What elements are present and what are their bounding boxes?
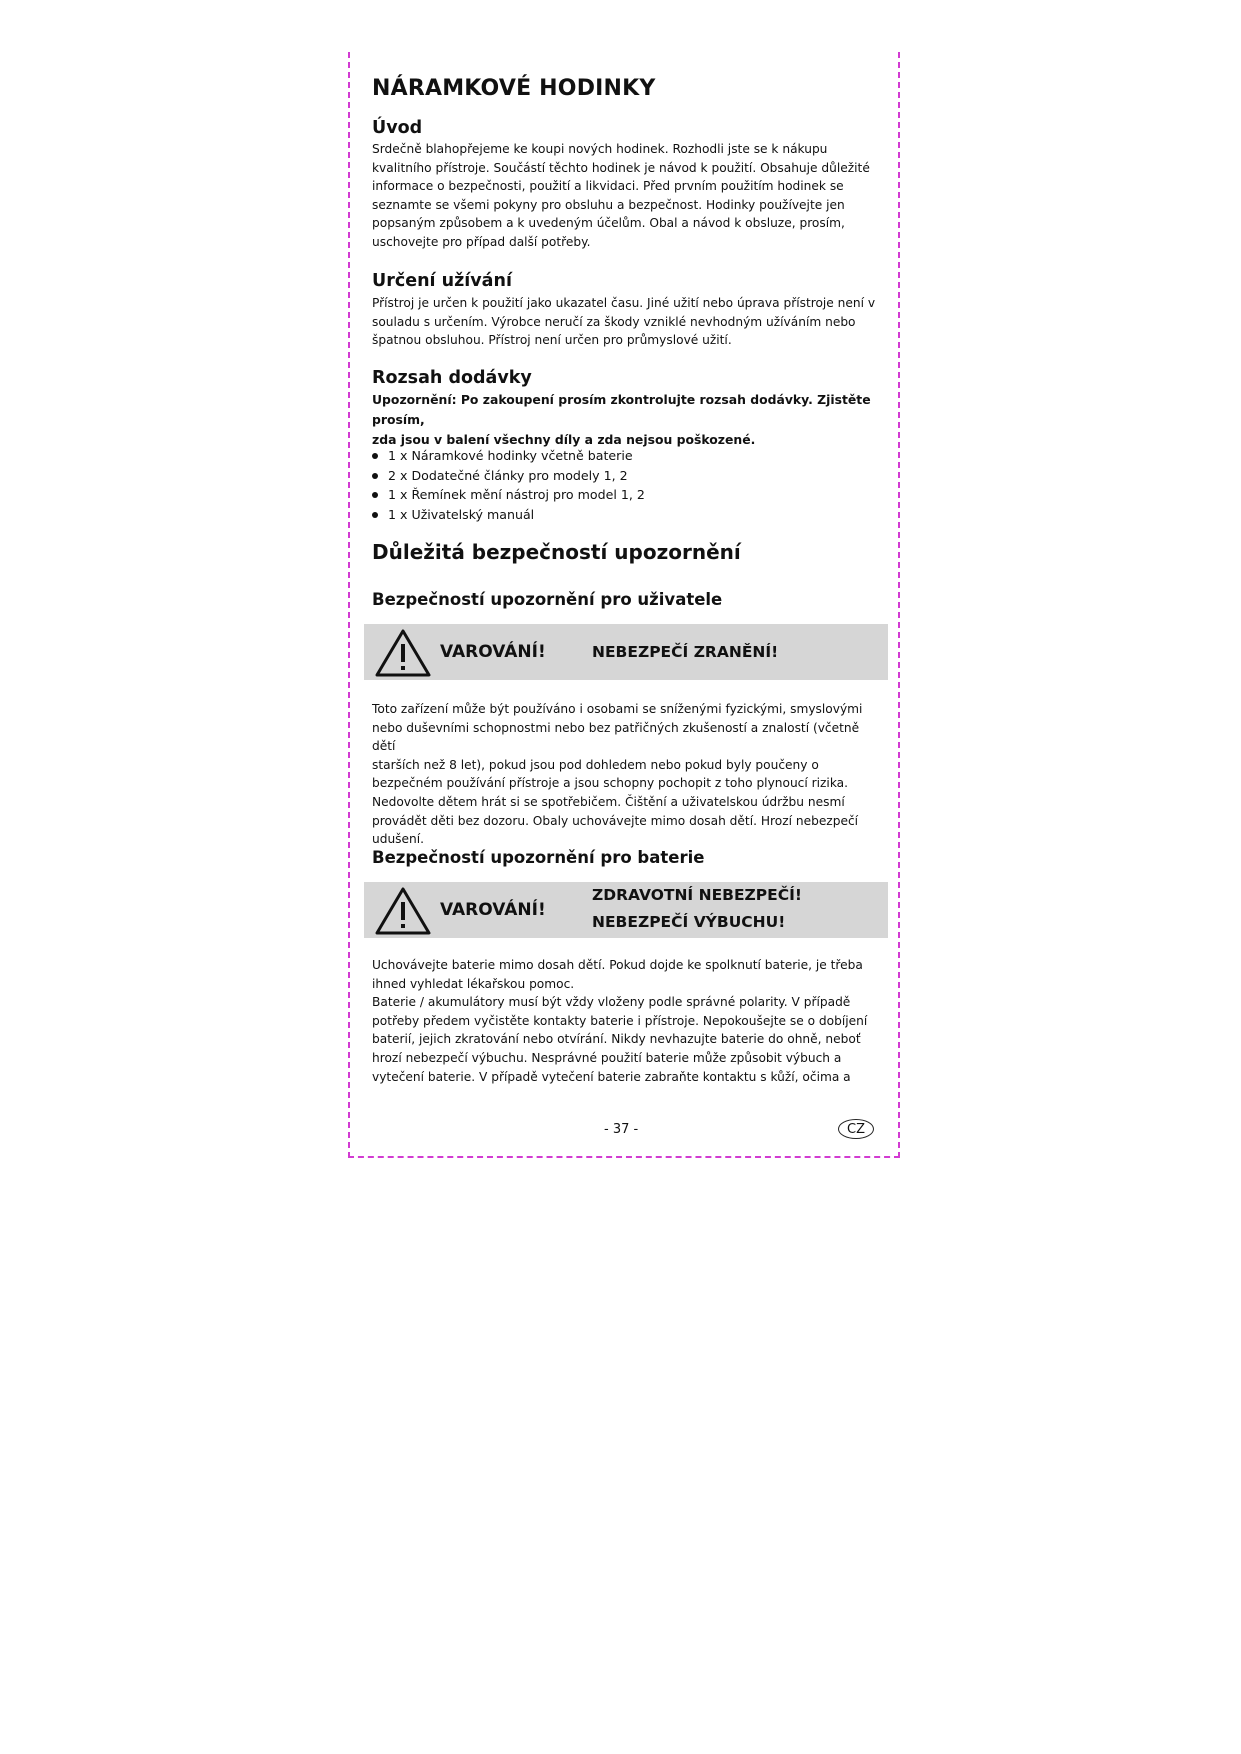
warning-triangle-icon	[374, 628, 432, 678]
bullet-icon	[372, 453, 378, 459]
warning-message-health: ZDRAVOTNÍ NEBEZPEČÍ!	[592, 886, 802, 904]
text-line: provádět děti bez dozoru. Obaly uchovávejte mimo dosah dětí. Hrozí nebezpečí	[372, 813, 859, 828]
list-item	[372, 466, 880, 486]
text-line: kvalitního přístroje. Součástí těchto hodinek je návod k použití. Obsahuje důležité	[372, 160, 870, 175]
note-line: Upozornění: Po zakoupení prosím zkontrolujte rozsah dodávky. Zjistěte prosím,	[372, 392, 871, 427]
urceni-text	[372, 294, 880, 350]
text-line: Uchovávejte baterie mimo dosah dětí. Pokud dojde ke spolknutí baterie, je třeba	[372, 958, 863, 972]
list-item-text: 1 x Uživatelský manuál	[388, 506, 535, 522]
page-title: NÁRAMKOVÉ HODINKY	[372, 76, 656, 101]
text-line: Nedovolte dětem hrát si se spotřebičem. Čištění a uživatelskou údržbu nesmí	[372, 794, 845, 809]
battery-safety-text	[372, 956, 880, 1086]
text-line: popsaným způsobem a k uvedeným účelům. Obal a návod k obsluze, prosím,	[372, 216, 845, 231]
section-heading-rozsah: Rozsah dodávky	[372, 368, 532, 388]
text-line: Baterie / akumulátory musí být vždy vloženy podle správné polarity. V případě	[372, 995, 851, 1010]
text-line: udušení.	[372, 832, 425, 847]
warning-message-explosion: NEBEZPEČÍ VÝBUCHU!	[592, 913, 786, 931]
text-line: uschovejte pro případ další potřeby.	[372, 234, 591, 249]
text-line: informace o bezpečnosti, použití a likvidaci. Před prvním použitím hodinek se	[372, 179, 844, 194]
manual-page	[348, 52, 900, 1158]
text-line: Přístroj je určen k použití jako ukazatel času. Jiné užití nebo úprava přístroje není v	[372, 296, 876, 310]
list-item	[372, 485, 880, 505]
text-line: špatnou obsluhou. Přístroj není určen pro průmyslové užití.	[372, 333, 732, 348]
text-line: nebo duševními schopnostmi nebo bez patřičných zkušeností a znalostí (včetně dětí	[372, 720, 860, 754]
text-line: souladu s určením. Výrobce neručí za škody vzniklé nevhodným užíváním nebo	[372, 314, 856, 329]
bullet-icon	[372, 492, 378, 498]
warning-box-battery	[364, 882, 888, 938]
subheading-battery: Bezpečností upozornění pro baterie	[372, 848, 705, 867]
section-heading-bezpecnost: Důležitá bezpečností upozornění	[372, 540, 741, 564]
bullet-icon	[372, 473, 378, 479]
text-line: hrozí nebezpečí výbuchu. Nesprávné použití baterie může způsobit výbuch a	[372, 1050, 842, 1065]
rozsah-note	[372, 390, 880, 450]
subheading-users: Bezpečností upozornění pro uživatele	[372, 590, 723, 609]
country-code-badge: CZ	[838, 1119, 874, 1139]
warning-message: NEBEZPEČÍ ZRANĚNÍ!	[592, 643, 779, 661]
warning-label: VAROVÁNÍ!	[440, 642, 546, 662]
text-line: seznamte se všemi pokyny pro obsluhu a bezpečnost. Hodinky používejte jen	[372, 197, 845, 212]
uvod-text	[372, 140, 880, 252]
note-line: zda jsou v balení všechny díly a zda nejsou poškozené.	[372, 432, 756, 447]
list-item-text: 1 x Řemínek mění nástroj pro model 1, 2	[388, 487, 645, 503]
text-line: vytečení baterie. V případě vytečení baterie zabraňte kontaktu s kůží, očima a	[372, 1069, 851, 1084]
list-item-text: 2 x Dodatečné články pro modely 1, 2	[388, 467, 628, 483]
text-line: potřeby předem vyčistěte kontakty baterie i přístroje. Nepokoušejte se o dobíjení	[372, 1013, 868, 1028]
warning-triangle-icon	[374, 886, 432, 936]
text-line: baterií, jejich zkratování nebo otvírání. Nikdy nevhazujte baterie do ohně, neboť	[372, 1032, 861, 1047]
warning-label: VAROVÁNÍ!	[440, 900, 546, 920]
section-heading-uvod: Úvod	[372, 118, 423, 138]
delivery-list	[372, 446, 880, 524]
list-item	[372, 446, 880, 466]
text-line: bezpečném používání přístroje a jsou schopny pochopit z toho plynoucí rizika.	[372, 776, 849, 791]
text-line: Srdečně blahopřejeme ke koupi nových hodinek. Rozhodli jste se k nákupu	[372, 142, 828, 156]
text-line: ihned vyhledat lékařskou pomoc.	[372, 976, 575, 991]
bullet-icon	[372, 512, 378, 518]
section-heading-urceni: Určení užívání	[372, 271, 512, 291]
warning-box-users	[364, 624, 888, 680]
list-item-text: 1 x Náramkové hodinky včetně baterie	[388, 448, 633, 463]
page-number: - 37 -	[604, 1122, 639, 1137]
text-line: starších než 8 let), pokud jsou pod dohledem nebo pokud byly poučeny o	[372, 757, 819, 772]
text-line: Toto zařízení může být používáno i osobami se sníženými fyzickými, smyslovými	[372, 702, 863, 716]
list-item	[372, 505, 880, 525]
users-safety-text	[372, 700, 880, 849]
